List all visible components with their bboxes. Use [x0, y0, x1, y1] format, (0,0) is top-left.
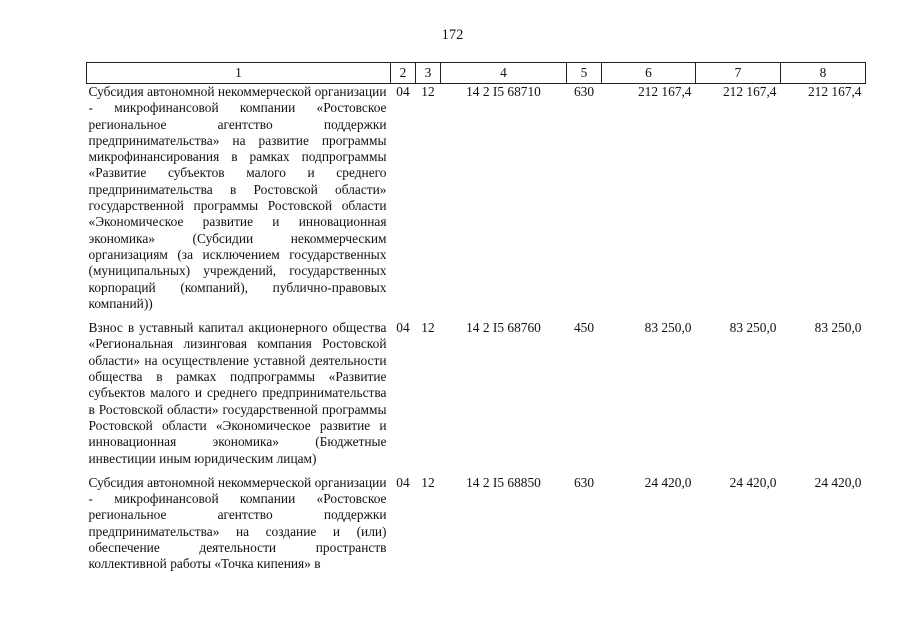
column-header-target-article: 4 — [441, 63, 567, 84]
row-amount-1: 24 420,0 — [644, 474, 692, 490]
column-header-amount-1: 6 — [602, 63, 696, 84]
column-header-subsection: 3 — [416, 63, 441, 84]
row-description: Субсидия автономной некоммерческой организации - микрофинансовой компании «Ростовское региональное агентство поддержки предпринимательства» на развитие программы микрофинансирования в рамках подпрограммы «Развитие субъектов малого и среднего предпринимательства в Ростовской области» государственной программы Ростовской области «Экономическое развитие и инновационная экономика» (Субсидии некоммерческим организациям (за исключением государственных (муниципальных) учреждений, государственных корпораций (компаний), публично-правовых компаний)) — [88, 84, 387, 311]
table-header-row — [87, 63, 866, 84]
row-amount-2: 212 167,4 — [722, 84, 777, 99]
row-amount-2: 83 250,0 — [729, 320, 777, 336]
row-subsection-code: 12 — [421, 84, 435, 99]
column-header-amount-2: 7 — [696, 63, 781, 84]
row-amount-1: 83 250,0 — [644, 320, 692, 336]
table-row — [87, 475, 866, 581]
row-target-article-code: 14 2 I5 68850 — [466, 474, 541, 490]
row-amount-3: 212 167,4 — [807, 84, 862, 99]
row-description: Взнос в уставный капитал акционерного общества «Региональная лизинговая компания Ростовской области» на осуществление уставной деятельности общества в рамках подпрограммы «Развитие субъектов малого и среднего предпринимательства в Ростовской области» государственной программы Ростовской области «Экономическое развитие и инновационная экономика» (Бюджетные инвестиции иным юридическим лицам) — [88, 320, 387, 466]
row-target-article-code: 14 2 I5 68760 — [466, 320, 541, 336]
budget-table — [86, 62, 866, 581]
row-subsection-code: 12 — [421, 320, 435, 336]
page-number: 172 — [441, 27, 464, 43]
row-expense-type-code: 630 — [573, 84, 595, 99]
row-amount-3: 83 250,0 — [814, 320, 862, 336]
row-amount-3: 24 420,0 — [814, 474, 862, 490]
row-amount-2: 24 420,0 — [729, 474, 777, 490]
table-row — [87, 84, 866, 321]
row-target-article-code: 14 2 I5 68710 — [466, 84, 541, 99]
row-description: Субсидия автономной некоммерческой организации - микрофинансовой компании «Ростовское региональное агентство поддержки предпринимательства» на создание и (или) обеспечение деятельности пространств коллективной работы «Точка кипения» в — [88, 474, 387, 572]
row-section-code: 04 — [396, 320, 410, 336]
row-expense-type-code: 450 — [573, 320, 595, 336]
table-row — [87, 320, 866, 475]
column-header-name: 1 — [87, 63, 391, 84]
row-section-code: 04 — [396, 84, 410, 99]
column-header-section: 2 — [391, 63, 416, 84]
column-header-amount-3: 8 — [781, 63, 866, 84]
row-expense-type-code: 630 — [573, 474, 595, 490]
row-amount-1: 212 167,4 — [637, 84, 692, 99]
row-section-code: 04 — [396, 474, 410, 490]
row-subsection-code: 12 — [421, 474, 435, 490]
column-header-expense-type: 5 — [567, 63, 602, 84]
